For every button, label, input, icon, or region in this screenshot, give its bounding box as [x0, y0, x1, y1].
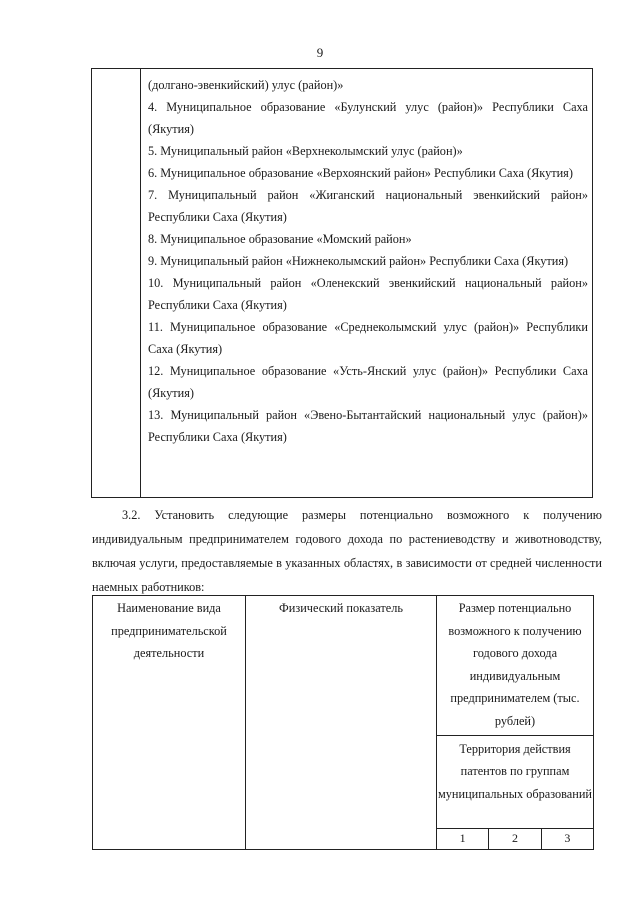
district-item: 10. Муниципальный район «Оленекский эвенкийский национальный район» Республики Саха (Якутия) [148, 276, 588, 312]
district-list-table [91, 68, 593, 498]
district-list-cell [141, 69, 593, 498]
district-item: 5. Муниципальный район «Верхнеколымский улус (район)» [148, 144, 463, 158]
group-number: 1 [437, 828, 489, 849]
empty-cell [92, 69, 141, 498]
group-number: 2 [489, 828, 541, 849]
physical-indicator-header: Физический показатель [246, 596, 437, 850]
district-item: (долгано-эвенкийский) улус (район)» [148, 78, 344, 92]
district-item: 6. Муниципальное образование «Верхоянский район» Республики Саха (Якутия) [148, 166, 573, 180]
territory-header: Территория действия патентов по группам муниципальных образований [437, 735, 594, 828]
district-item: 8. Муниципальное образование «Момский район» [148, 232, 412, 246]
income-table [92, 595, 594, 850]
district-item: 4. Муниципальное образование «Булунский улус (район)» Республики Саха (Якутия) [148, 100, 588, 136]
group-number: 3 [541, 828, 593, 849]
income-size-header: Размер потенциально возможного к получению годового дохода индивидуальным предпринимателем (тыс. рублей) [437, 596, 594, 736]
district-item: 9. Муниципальный район «Нижнеколымский район» Республики Саха (Якутия) [148, 254, 569, 268]
activity-type-header: Наименование вида предпринимательской деятельности [93, 596, 246, 850]
page-number: 9 [316, 45, 324, 60]
body-paragraph: 3.2. Установить следующие размеры потенциально возможного к получению индивидуальным предпринимателем годового дохода по растениеводству и животноводству, включая услуги, предоставляемые в указанных областях, в зависимости от средней численности наемных работников: [92, 508, 602, 594]
district-item: 11. Муниципальное образование «Среднеколымский улус (район)» Республики Саха (Якутия) [148, 320, 588, 356]
district-item: 7. Муниципальный район «Жиганский национальный эвенкийский район» Республики Саха (Якутия) [148, 188, 588, 224]
district-item: 13. Муниципальный район «Эвено-Бытантайский национальный улус (район)» Республики Саха (Якутия) [148, 408, 588, 444]
district-item: 12. Муниципальное образование «Усть-Янский улус (район)» Республики Саха (Якутия) [148, 364, 588, 400]
